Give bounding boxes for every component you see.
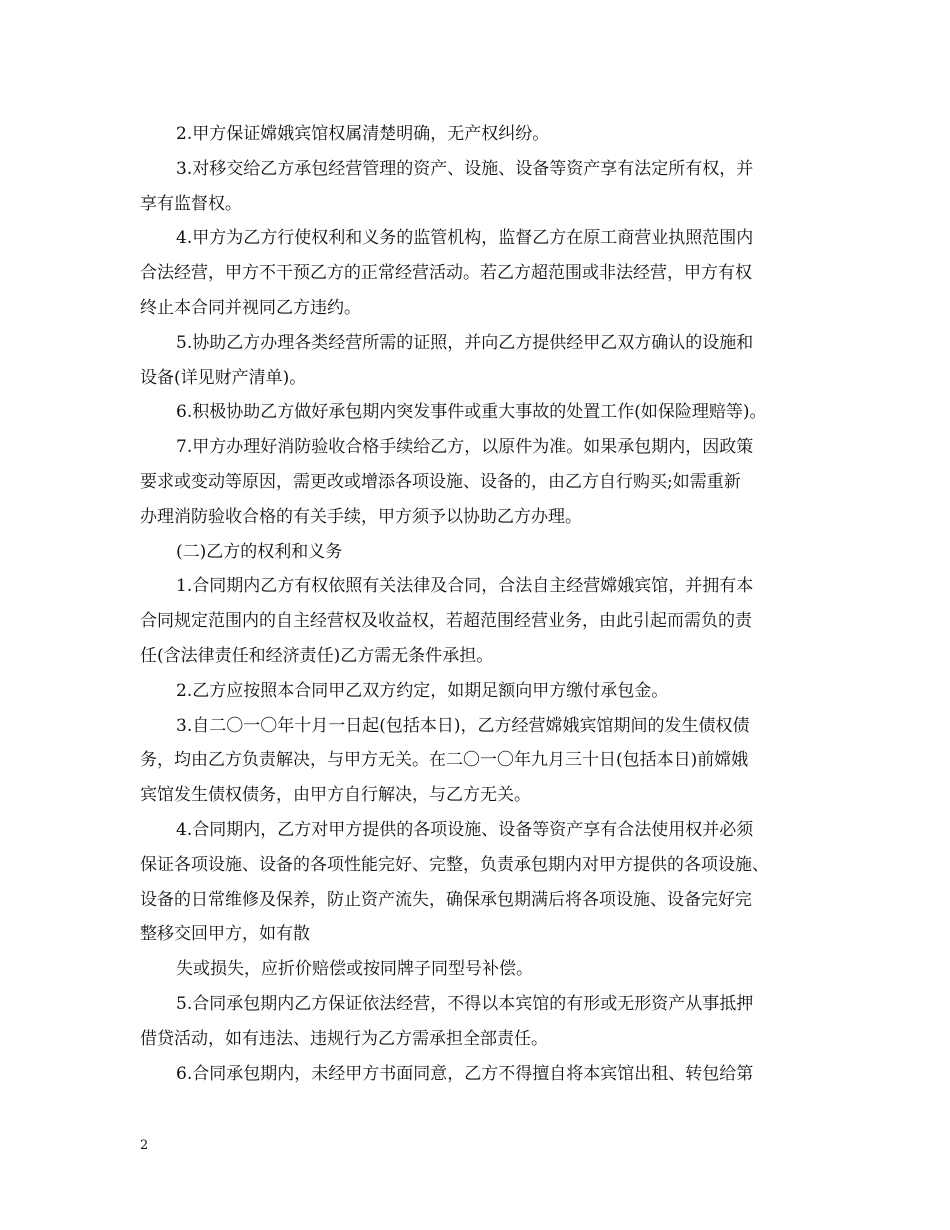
text-line: 失或损失，应折价赔偿或按同牌子同型号补偿。 (176, 959, 533, 980)
text-line: 5.协助乙方办理各类经营所需的证照，并向乙方提供经甲乙双方确认的设施和 (176, 332, 754, 353)
text-line: 享有监督权。 (140, 193, 242, 214)
page-number: 2 (140, 1138, 149, 1153)
text-line: 2.甲方保证嫦娥宾馆权属清楚明确，无产权纠纷。 (176, 124, 550, 144)
text-line: 设备的日常维修及保养，防止资产流失，确保承包期满后将各项设施、设备完好完 (140, 889, 752, 910)
text-line: 6.积极协助乙方做好承包期内突发事件或重大事故的处置工作(如保险理赔等)。 (176, 402, 767, 423)
text-line: (二)乙方的权利和义务 (176, 541, 343, 562)
text-line: 5.合同承包期内乙方保证依法经营，不得以本宾馆的有形或无形资产从事抵押 (176, 993, 754, 1014)
text-line: 合同规定范围内的自主经营权及收益权，若超范围经营业务，由此引起而需负的责 (140, 611, 752, 632)
text-line: 4.合同期内，乙方对甲方提供的各项设施、设备等资产享有合法使用权并必须 (176, 819, 754, 840)
text-line: 设备(详见财产清单)。 (140, 367, 307, 388)
text-line: 3.对移交给乙方承包经营管理的资产、设施、设备等资产享有法定所有权，并 (176, 158, 754, 179)
text-line: 借贷活动，如有违法、违规行为乙方需承担全部责任。 (140, 1028, 548, 1049)
text-line: 6.合同承包期内，未经甲方书面同意，乙方不得擅自将本宾馆出租、转包给第 (176, 1063, 754, 1084)
text-line: 任(含法律责任和经济责任)乙方需无条件承担。 (140, 645, 494, 666)
text-line: 4.甲方为乙方行使权利和义务的监管机构，监督乙方在原工商营业执照范围内 (176, 228, 754, 249)
text-line: 3.自二〇一〇年十月一日起(包括本日)，乙方经营嫦娥宾馆期间的发生债权债 (176, 715, 750, 736)
text-line: 合法经营，甲方不干预乙方的正常经营活动。若乙方超范围或非法经营，甲方有权 (140, 263, 752, 284)
text-line: 1.合同期内乙方有权依照有关法律及合同，合法自主经营嫦娥宾馆，并拥有本 (176, 576, 754, 597)
text-line: 7.甲方办理好消防验收合格手续给乙方，以原件为准。如果承包期内，因政策 (176, 437, 754, 458)
text-line: 办理消防验收合格的有关手续，甲方须予以协助乙方办理。 (140, 506, 582, 527)
text-line: 整移交回甲方，如有散 (140, 924, 310, 945)
text-line: 要求或变动等原因，需更改或增添各项设施、设备的，由乙方自行购买;如需重新 (140, 471, 741, 492)
text-line: 终止本合同并视同乙方违约。 (140, 297, 361, 318)
document-body (140, 117, 830, 1091)
text-line: 保证各项设施、设备的各项性能完好、完整，负责承包期内对甲方提供的各项设施、 (140, 854, 769, 875)
text-line: 宾馆发生债权债务，由甲方自行解决，与乙方无关。 (140, 785, 531, 806)
text-line: 2.乙方应按照本合同甲乙双方约定，如期足额向甲方缴付承包金。 (176, 680, 669, 701)
text-line: 务，均由乙方负责解决，与甲方无关。在二〇一〇年九月三十日(包括本日)前嫦娥 (140, 750, 749, 771)
